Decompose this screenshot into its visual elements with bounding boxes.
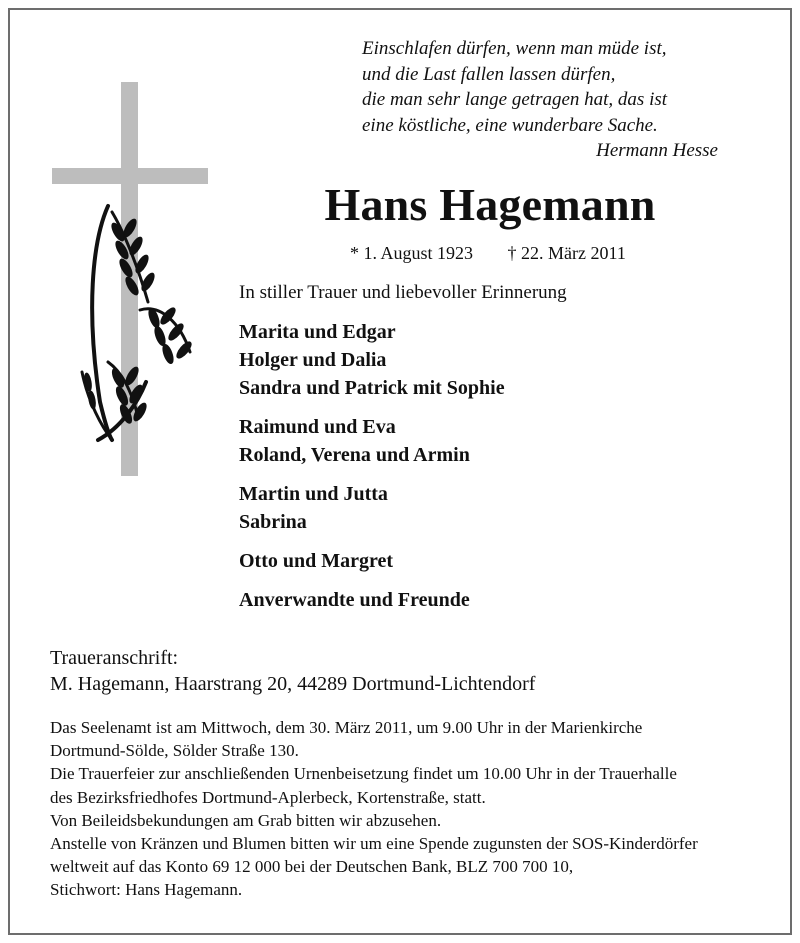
mourner-name: Raimund und Eva bbox=[239, 416, 396, 438]
cross-horizontal-bar bbox=[52, 168, 208, 184]
note-line: Die Trauerfeier zur anschließenden Urnenbeisetzung findet um 10.00 Uhr in der Trauerhalle bbox=[50, 764, 677, 784]
quote-line: und die Last fallen lassen dürfen, bbox=[362, 63, 616, 85]
family-group bbox=[239, 480, 505, 536]
family-group bbox=[239, 547, 505, 575]
family-group bbox=[239, 413, 505, 469]
note-line: Anstelle von Kränzen und Blumen bitten wir um eine Spende zugunsten der SOS-Kinderdörfer bbox=[50, 834, 698, 854]
service-notes bbox=[50, 716, 770, 902]
note-line: weltweit auf das Konto 69 12 000 bei der Deutschen Bank, BLZ 700 700 10, bbox=[50, 857, 574, 877]
quote-author: Hermann Hesse bbox=[596, 140, 718, 161]
birth-date: * 1. August 1923 bbox=[350, 243, 474, 263]
life-dates bbox=[350, 243, 626, 264]
mourner-name: Marita und Edgar bbox=[239, 321, 396, 343]
quote-line: eine köstliche, eine wunderbare Sache. bbox=[362, 114, 658, 136]
mourner-name: Otto und Margret bbox=[239, 550, 394, 572]
quote-line: die man sehr lange getragen hat, das ist bbox=[362, 89, 668, 110]
mourner-name: Anverwandte und Freunde bbox=[239, 589, 470, 611]
family-group bbox=[239, 586, 505, 614]
mourner-name: Roland, Verena und Armin bbox=[239, 444, 470, 466]
mourner-name: Martin und Jutta bbox=[239, 483, 388, 505]
quote-line: Einschlafen dürfen, wenn man müde ist, bbox=[362, 38, 667, 59]
mourners-list bbox=[239, 318, 505, 625]
hesse-quote bbox=[362, 36, 722, 164]
mourning-line: In stiller Trauer und liebevoller Erinnerung bbox=[239, 282, 567, 303]
mourner-name: Holger und Dalia bbox=[239, 349, 387, 371]
deceased-name: Hans Hagemann bbox=[324, 179, 656, 230]
address-label: Traueranschrift: bbox=[50, 647, 179, 669]
note-line: des Bezirksfriedhofes Dortmund-Aplerbeck, Kortenstraße, statt. bbox=[50, 787, 486, 807]
death-date: † 22. März 2011 bbox=[507, 243, 626, 263]
note-line: Von Beileidsbekundungen am Grab bitten wir abzusehen. bbox=[50, 810, 442, 830]
condolence-address bbox=[50, 645, 535, 697]
mourner-name: Sabrina bbox=[239, 511, 307, 533]
address-value: M. Hagemann, Haarstrang 20, 44289 Dortmund-Lichtendorf bbox=[50, 673, 536, 695]
note-line: Stichwort: Hans Hagemann. bbox=[50, 880, 243, 900]
cross-with-wheat-icon bbox=[52, 82, 212, 478]
mourner-name: Sandra und Patrick mit Sophie bbox=[239, 377, 505, 399]
note-line: Dortmund-Sölde, Sölder Straße 130. bbox=[50, 741, 299, 761]
family-group bbox=[239, 318, 505, 402]
note-line: Das Seelenamt ist am Mittwoch, dem 30. März 2011, um 9.00 Uhr in der Marienkirche bbox=[50, 718, 643, 737]
